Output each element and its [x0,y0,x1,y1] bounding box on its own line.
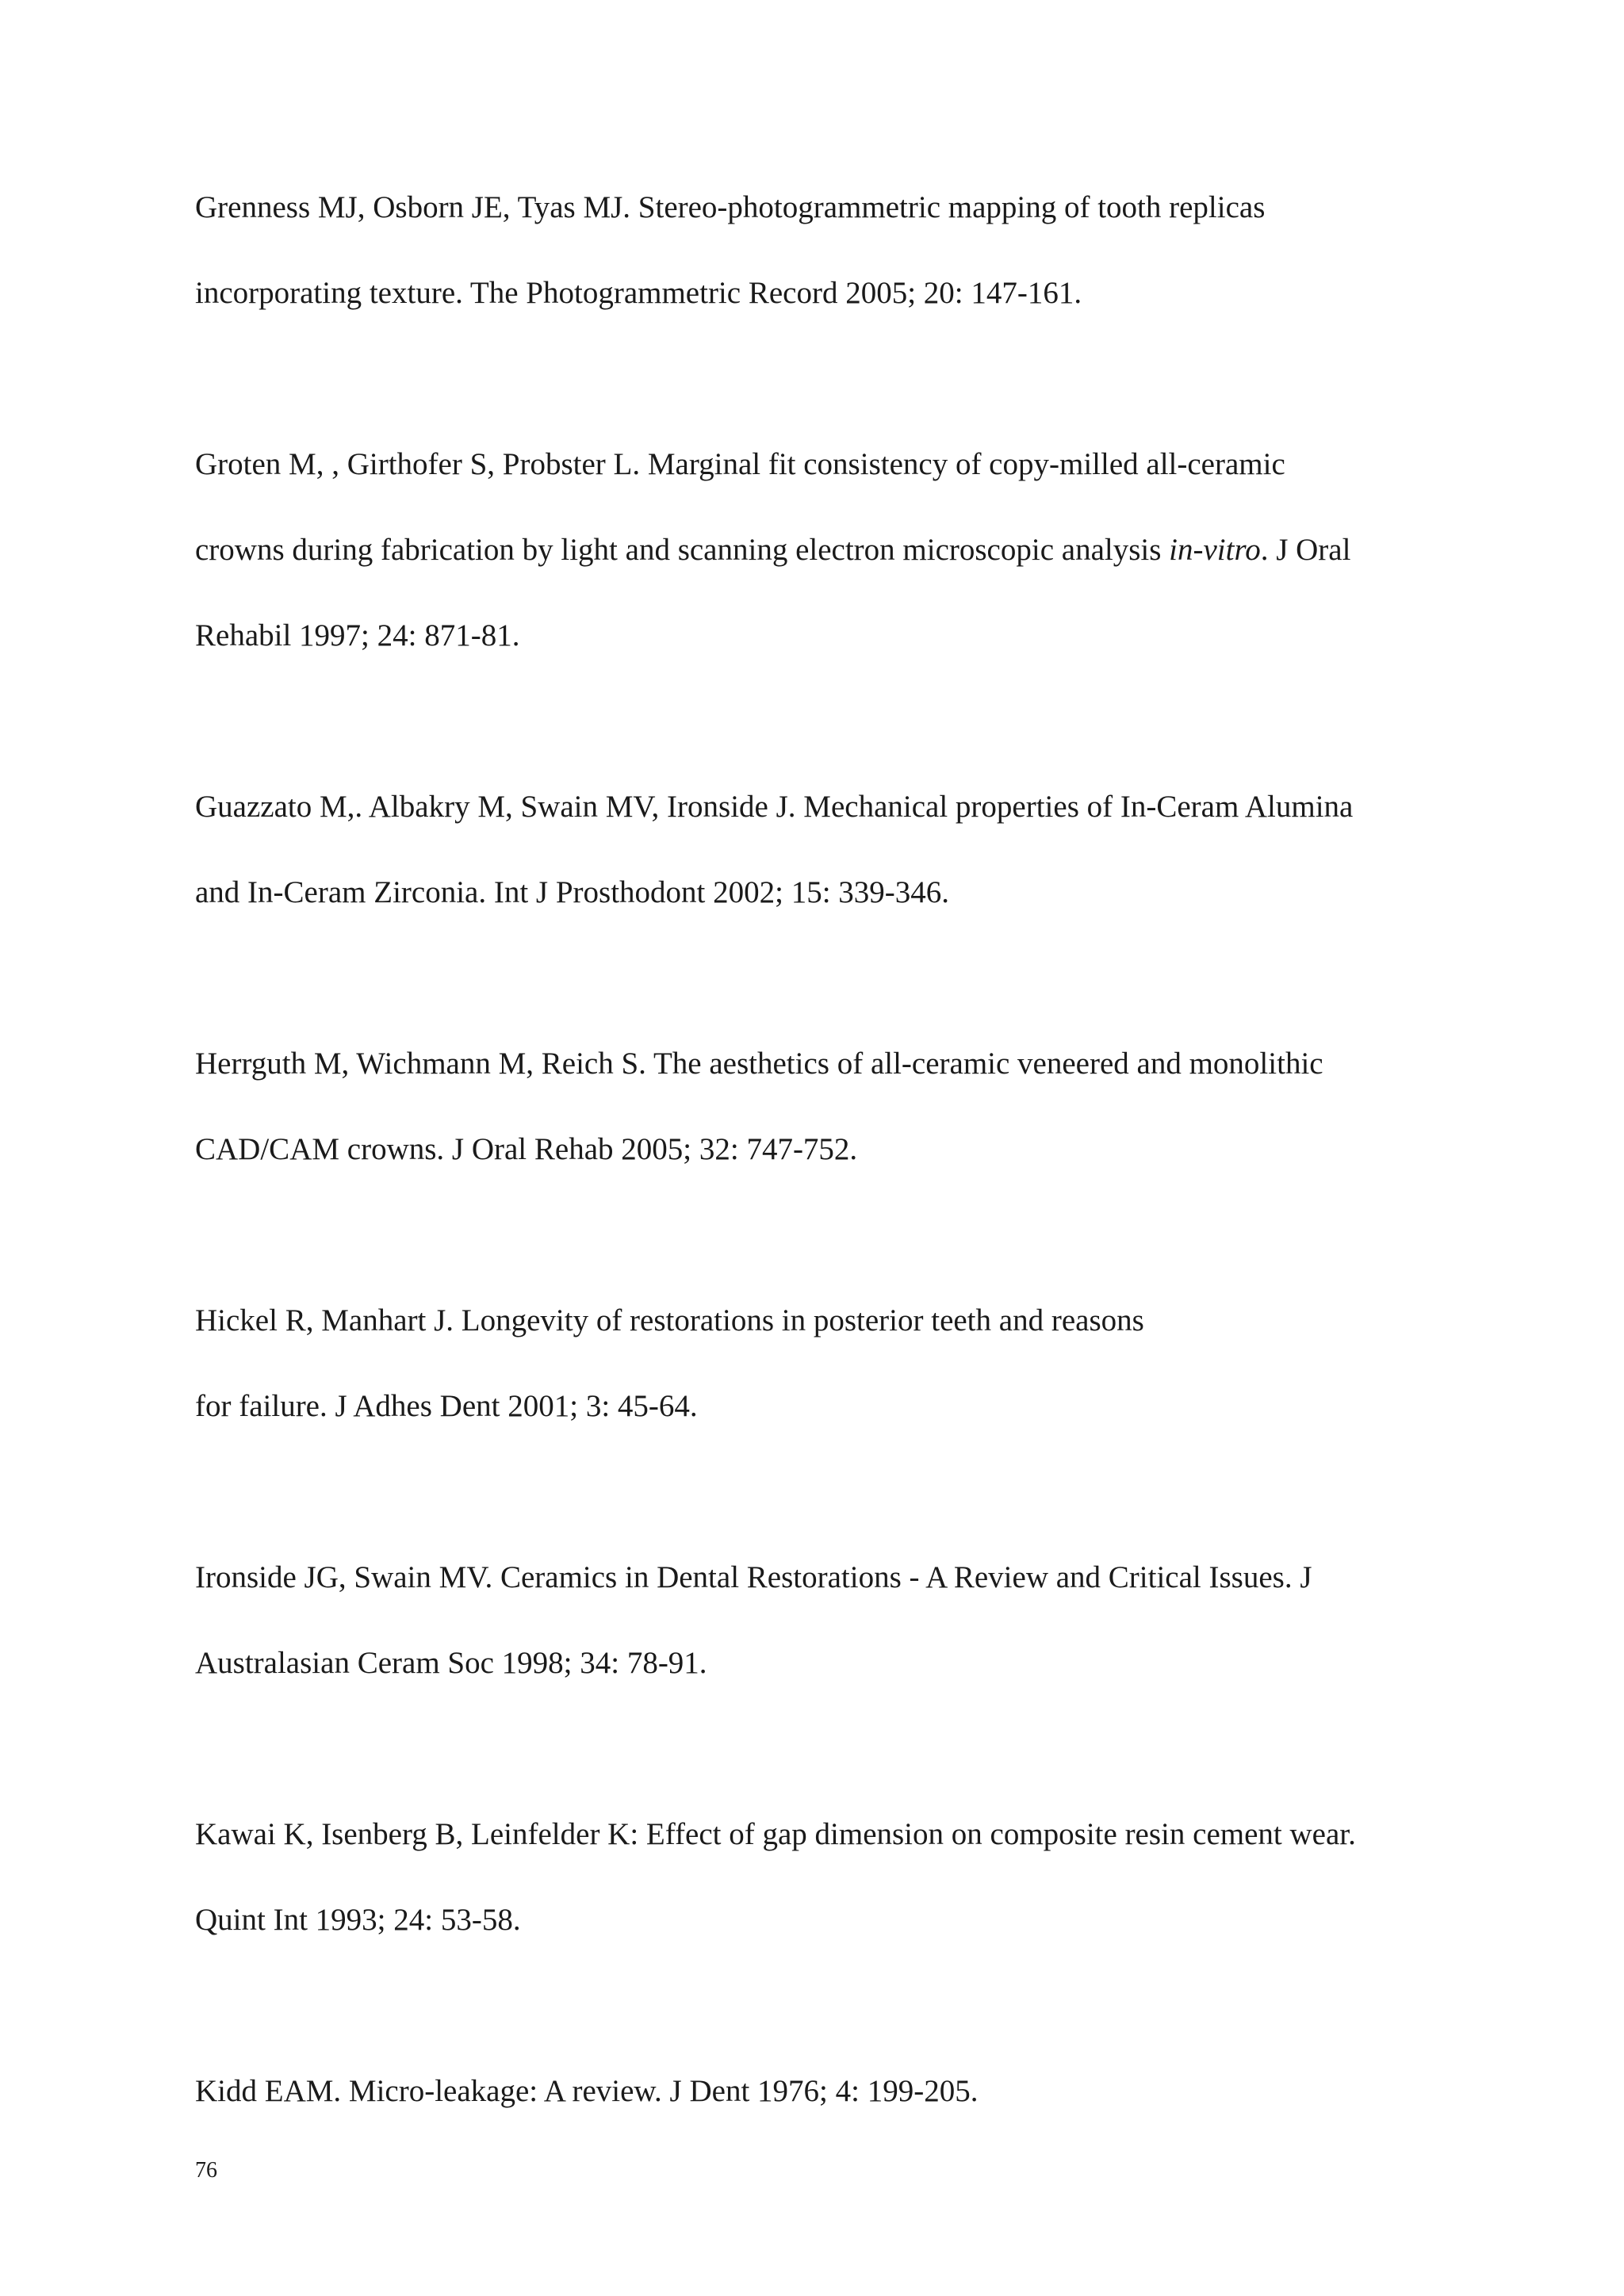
reference-guazzato-2002 [195,764,1503,936]
reference-line: Quint Int 1993; 24: 53-58. [195,1903,521,1937]
reference-text: crowns during fabrication by light and scanning electron microscopic analysis [195,533,1170,567]
reference-line: and In-Ceram Zirconia. Int J Prosthodont 2002; 15: 339-346. [195,875,950,909]
reference-line: Australasian Ceram Soc 1998; 34: 78-91. [195,1646,707,1680]
reference-line: Ironside JG, Swain MV. Ceramics in Dental Restorations - A Review and Critical Issues. J [195,1560,1312,1594]
reference-kidd-1976 [195,2049,1503,2134]
page-number: 76 [195,2158,217,2183]
reference-text: . J Oral [1260,533,1351,567]
reference-hickel-2001 [195,1278,1503,1449]
reference-line: Kawai K, Isenberg B, Leinfelder K: Effect of gap dimension on composite resin cement wear. [195,1817,1356,1851]
reference-line: incorporating texture. The Photogrammetric Record 2005; 20: 147-161. [195,276,1082,310]
reference-line: Groten M, , Girthofer S, Probster L. Marginal fit consistency of copy-milled all-ceramic [195,447,1285,481]
reference-line [195,507,1503,593]
reference-line: Guazzato M,. Albakry M, Swain MV, Ironside J. Mechanical properties of In-Ceram Alumina [195,790,1354,824]
reference-line: Kidd EAM. Micro-leakage: A review. J Dent 1976; 4: 199-205. [195,2074,979,2108]
reference-grenness-2005 [195,165,1503,336]
reference-line: Hickel R, Manhart J. Longevity of restorations in posterior teeth and reasons [195,1303,1144,1337]
reference-line: Herrguth M, Wichmann M, Reich S. The aesthetics of all-ceramic veneered and monolithic [195,1047,1323,1081]
reference-line: Grenness MJ, Osborn JE, Tyas MJ. Stereo-photogrammetric mapping of tooth replicas [195,190,1266,224]
reference-line: CAD/CAM crowns. J Oral Rehab 2005; 32: 747-752. [195,1132,858,1166]
reference-kawai-1993 [195,1792,1503,1963]
reference-line: for failure. J Adhes Dent 2001; 3: 45-64. [195,1389,698,1423]
reference-herrguth-2005 [195,1021,1503,1192]
reference-italic-term: in-vitro [1169,533,1261,567]
reference-groten-1997 [195,422,1503,679]
reference-list [195,165,1503,2220]
reference-ironside-1998 [195,1535,1503,1706]
reference-line: Rehabil 1997; 24: 871-81. [195,618,520,652]
